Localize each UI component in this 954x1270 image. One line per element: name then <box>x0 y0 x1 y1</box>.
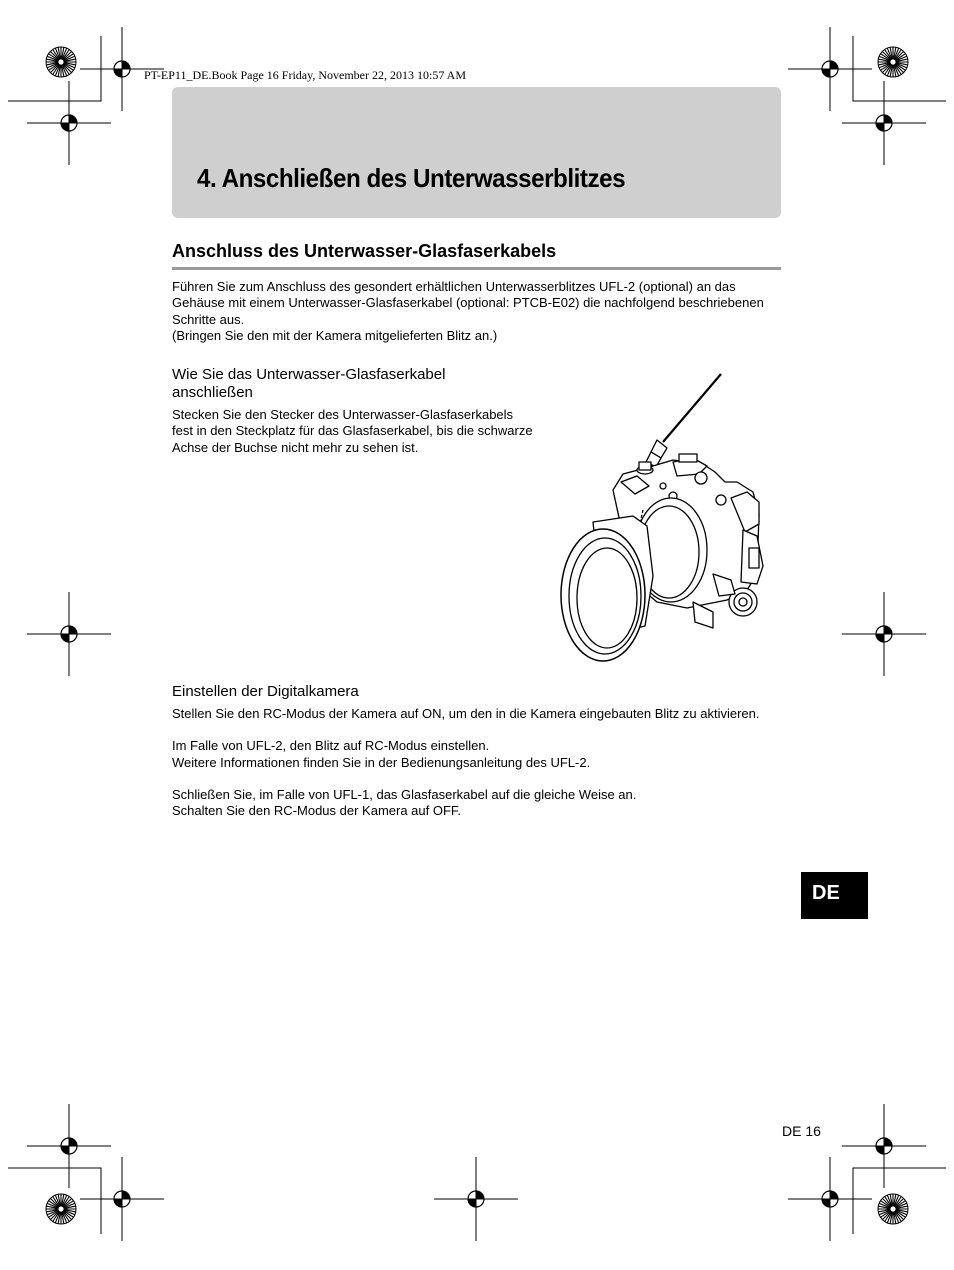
intro-line: Schritte aus. <box>172 311 245 327</box>
connect-heading-line: Wie Sie das Unterwasser-Glasfaserkabel <box>172 366 446 383</box>
chapter-title-box <box>172 87 781 218</box>
language-tab-label: DE <box>812 882 840 904</box>
intro-line: (Bringen Sie den mit der Kamera mitgelieferten Blitz an.) <box>172 327 498 343</box>
camera-step-body <box>172 706 792 819</box>
intro-paragraph <box>172 279 792 344</box>
language-tab <box>801 872 868 919</box>
camera-body-line: Im Falle von UFL-2, den Blitz auf RC-Modus einstellen. <box>172 738 490 754</box>
camera-body-line: Weitere Informationen finden Sie in der Bedienungsanleitung des UFL-2. <box>172 754 591 770</box>
underwater-housing-illustration <box>553 370 783 665</box>
connect-step-heading <box>172 366 492 402</box>
connect-body-line: Stecken Sie den Stecker des Unterwasser-Glasfaserkabels <box>172 407 514 422</box>
camera-step-heading: Einstellen der Digitalkamera <box>172 683 359 700</box>
page-number: DE 16 <box>782 1123 821 1139</box>
intro-line: Führen Sie zum Anschluss des gesondert erhältlichen Unterwasserblitzes UFL-2 (optional) an das <box>172 279 736 294</box>
section-heading: Anschluss des Unterwasser-Glasfaserkabels <box>172 241 557 261</box>
connect-heading-line: anschließen <box>172 384 253 401</box>
chapter-title: 4. Anschließen des Unterwasserblitzes <box>197 163 626 193</box>
connect-body-line: fest in den Steckplatz für das Glasfaserkabel, bis die schwarze <box>172 423 533 439</box>
camera-body-line: Stellen Sie den RC-Modus der Kamera auf ON, um den in die Kamera eingebauten Blitz zu aktivieren. <box>172 706 760 721</box>
intro-line: Gehäuse mit einem Unterwasser-Glasfaserkabel (optional: PTCB-E02) die nachfolgend beschriebenen <box>172 295 764 311</box>
connect-body-line: Achse der Buchse nicht mehr zu sehen ist. <box>172 439 419 455</box>
camera-body-line: Schalten Sie den RC-Modus der Kamera auf OFF. <box>172 803 462 819</box>
connect-step-body <box>172 407 552 456</box>
book-info-line: PT-EP11_DE.Book Page 16 Friday, November 22, 2013 10:57 AM <box>144 68 466 82</box>
section-divider <box>172 267 781 270</box>
camera-body-line: Schließen Sie, im Falle von UFL-1, das Glasfaserkabel auf die gleiche Weise an. <box>172 786 637 802</box>
